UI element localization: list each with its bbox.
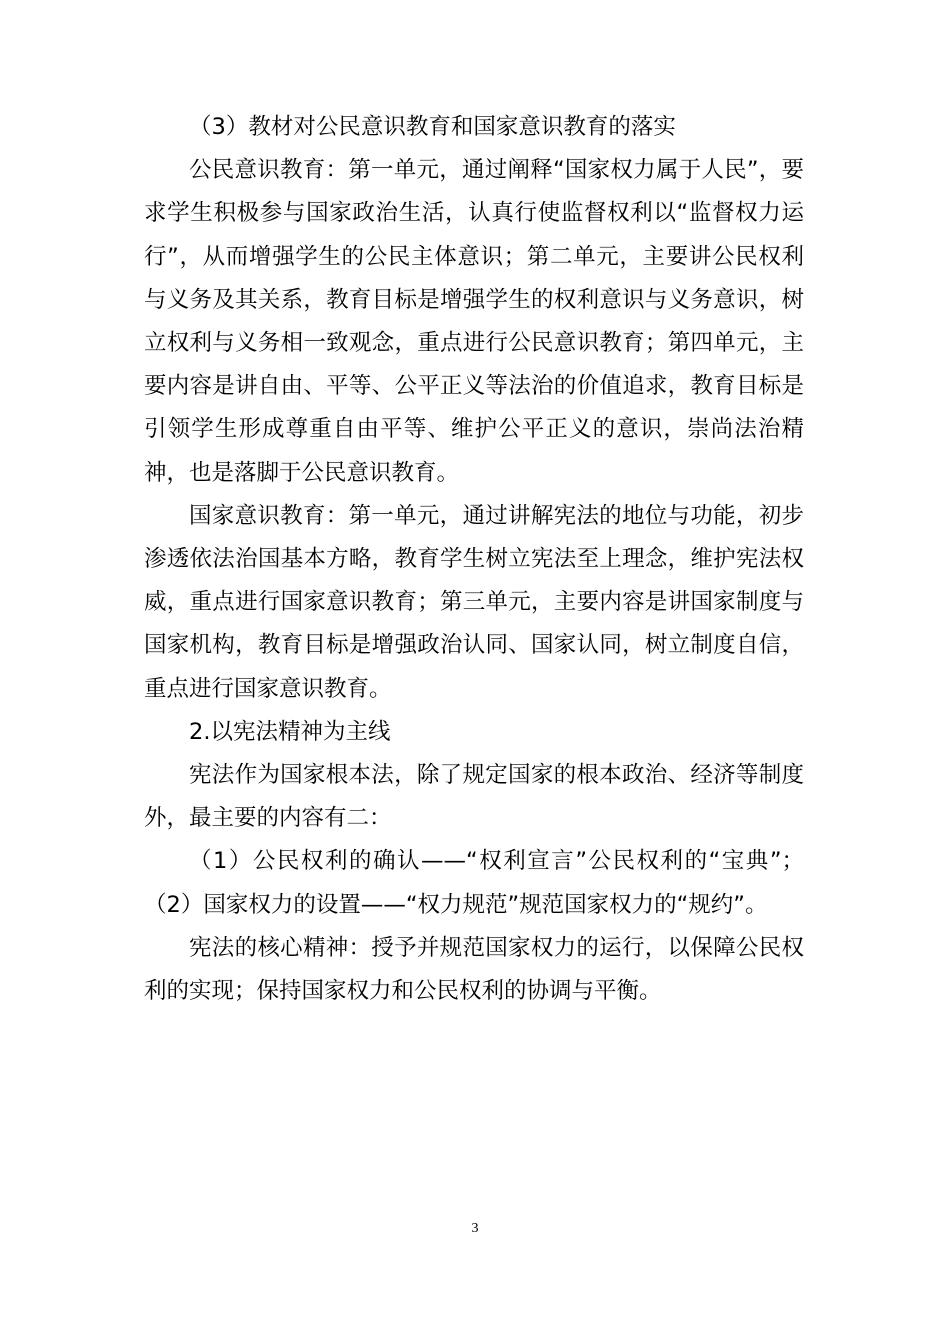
paragraph-civic-awareness: 公民意识教育：第一单元，通过阐释“国家权力属于人民”，要求学生积极参与国家政治生活，认真行使监督权利以“监督权力运行”，从而增强学生的公民主体意识；第二单元，主要讲公民权利与义务及其关系，教育目标是增强学生的权利意识与义务意识，树立权利与义务相一致观念，重点进行公民意识教育；第四单元，主要内容是讲自由、平等、公平正义等法治的价值追求，教育目标是引领学生形成尊重自由平等、维护公平正义的意识，崇尚法治精神，也是落脚于公民意识教育。 [144, 157, 804, 486]
paragraph-rights-powers: （1）公民权利的确认——“权利宣言”公民权利的“宝典”；（2）国家权力的设置——“权力规范”规范国家权力的“规约”。 [144, 848, 804, 918]
page-number: 3 [471, 1221, 479, 1236]
section-heading-constitution: 2.以宪法精神为主线 [189, 718, 391, 745]
paragraph-constitution-content: 宪法作为国家根本法，除了规定国家的根本政治、经济等制度外，最主要的内容有二： [144, 762, 804, 832]
paragraph-core-spirit: 宪法的核心精神：授予并规范国家权力的运行，以保障公民权利的实现；保持国家权力和公民权利的协调与平衡。 [144, 934, 804, 1005]
section-heading: （3）教材对公民意识教育和国家意识教育的落实 [189, 114, 676, 140]
paragraph-national-awareness: 国家意识教育：第一单元，通过讲解宪法的地位与功能，初步渗透依法治国基本方略，教育学生树立宪法至上理念，维护宪法权威，重点进行国家意识教育；第三单元，主要内容是讲国家制度与国家机构，教育目标是增强政治认同、国家认同，树立制度自信，重点进行国家意识教育。 [144, 502, 804, 702]
document-body [144, 106, 804, 1013]
